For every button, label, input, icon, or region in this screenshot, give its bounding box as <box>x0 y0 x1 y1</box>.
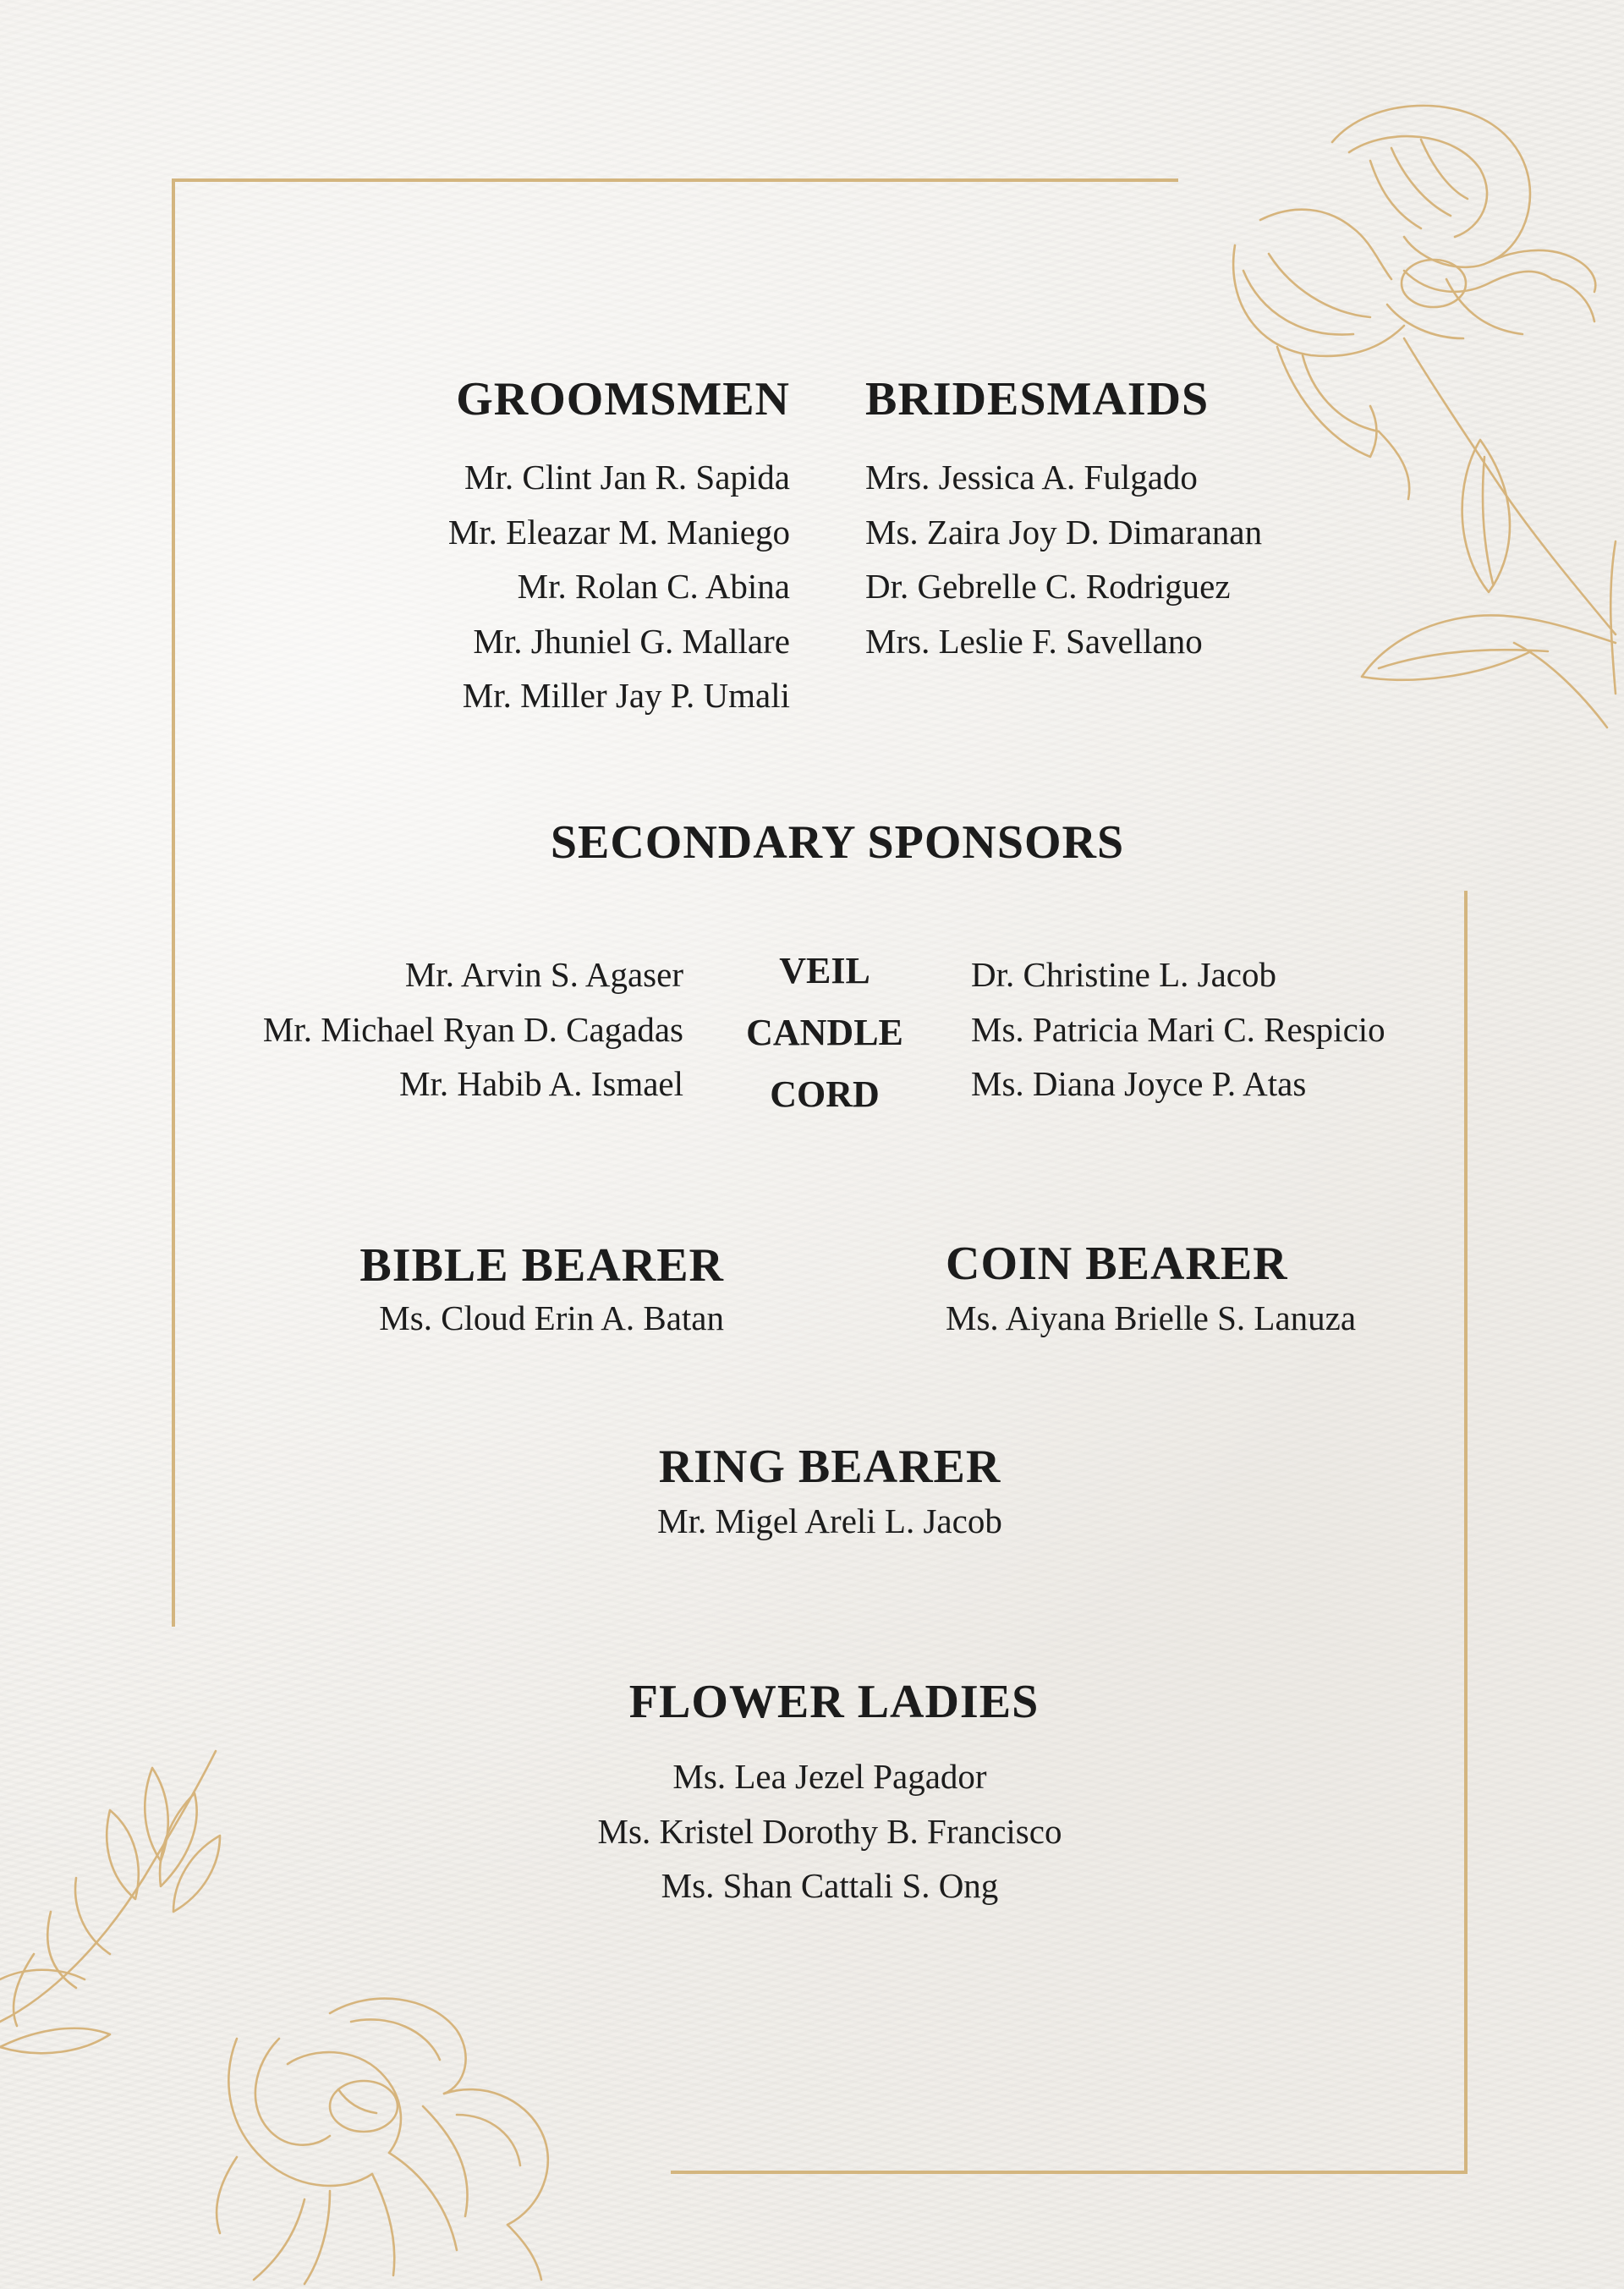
secondary-sponsors-heading: SECONDARY SPONSORS <box>550 816 1125 869</box>
sponsor-name: Mr. Habib A. Ismael <box>399 1064 683 1103</box>
sponsor-name: Dr. Christine L. Jacob <box>971 955 1276 994</box>
groomsmen-list <box>448 450 790 723</box>
sponsor-name: Mr. Arvin S. Agaser <box>404 955 683 994</box>
bible-bearer-name: Ms. Cloud Erin A. Batan <box>379 1298 724 1337</box>
flower-ladies-heading: FLOWER LADIES <box>628 1676 1040 1728</box>
coin-bearer-heading: COIN BEARER <box>946 1238 1288 1290</box>
sponsor-roles <box>727 940 922 1125</box>
bridesmaids-list <box>865 450 1262 668</box>
flower-lady-name: Ms. Lea Jezel Pagador <box>672 1757 987 1796</box>
sponsor-role: VEIL <box>779 950 870 991</box>
flower-ladies-list <box>0 1749 1624 1913</box>
sponsors-right-list <box>971 947 1385 1112</box>
bottom-flower-icon <box>203 1988 609 2289</box>
flower-lady-name: Ms. Shan Cattali S. Ong <box>661 1866 999 1905</box>
sponsor-name: Mr. Michael Ryan D. Cagadas <box>262 1009 683 1049</box>
groomsman-name: Mr. Clint Jan R. Sapida <box>464 458 790 497</box>
sponsor-name: Ms. Diana Joyce P. Atas <box>971 1064 1307 1103</box>
bible-bearer-heading: BIBLE BEARER <box>359 1239 724 1292</box>
groomsman-name: Mr. Eleazar M. Maniego <box>447 512 790 552</box>
bridesmaid-name: Ms. Zaira Joy D. Dimaranan <box>865 512 1263 552</box>
groomsmen-heading: GROOMSMEN <box>456 373 790 425</box>
top-right-flower-icon <box>1210 102 1624 795</box>
sponsors-left-list <box>263 947 683 1112</box>
frame-top-line <box>172 178 1178 182</box>
sponsor-role: CANDLE <box>746 1012 903 1053</box>
bridesmaid-name: Dr. Gebrelle C. Rodriguez <box>865 567 1231 606</box>
groomsman-name: Mr. Jhuniel G. Mallare <box>473 621 790 661</box>
groomsman-name: Mr. Rolan C. Abina <box>517 567 790 606</box>
frame-left-line <box>172 178 175 1627</box>
groomsman-name: Mr. Miller Jay P. Umali <box>462 676 790 715</box>
sponsor-name: Ms. Patricia Mari C. Respicio <box>971 1009 1385 1049</box>
bridesmaid-name: Mrs. Leslie F. Savellano <box>865 621 1203 661</box>
bridesmaid-name: Mrs. Jessica A. Fulgado <box>865 458 1198 497</box>
ring-bearer-name: Mr. Migel Areli L. Jacob <box>657 1501 1002 1540</box>
ring-bearer-heading: RING BEARER <box>658 1441 1001 1493</box>
bridesmaids-heading: BRIDESMAIDS <box>865 373 1210 425</box>
coin-bearer-name: Ms. Aiyana Brielle S. Lanuza <box>946 1298 1357 1337</box>
frame-bottom-line <box>671 2171 1468 2174</box>
flower-lady-name: Ms. Kristel Dorothy B. Francisco <box>597 1811 1062 1851</box>
sponsor-role: CORD <box>770 1073 880 1115</box>
